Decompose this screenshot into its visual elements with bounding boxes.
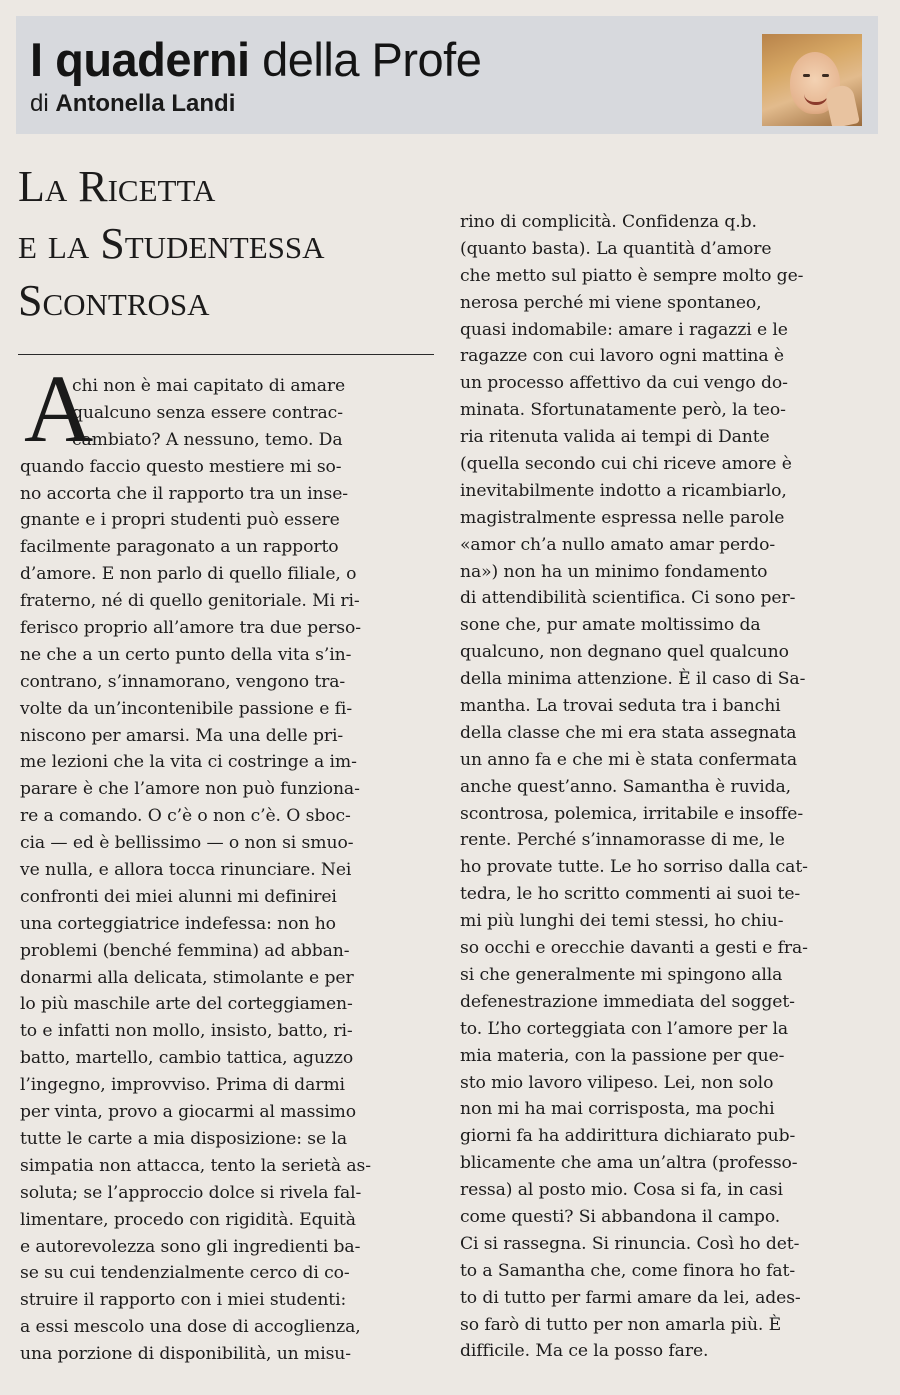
text-line: della classe che mi era stata assegnata bbox=[460, 722, 797, 743]
text-line: cambiato? A nessuno, temo. Da bbox=[72, 429, 343, 450]
column-name-light: della Profe bbox=[262, 33, 482, 86]
text-line: mantha. La trovai seduta tra i banchi bbox=[460, 696, 781, 717]
text-line: struire il rapporto con i miei studenti: bbox=[20, 1290, 347, 1311]
text-line: l’ingegno, improvviso. Prima di darmi bbox=[20, 1075, 345, 1096]
text-line: ria ritenuta valida ai tempi di Dante bbox=[460, 427, 770, 448]
text-line: minata. Sfortunatamente però, la teo- bbox=[460, 400, 786, 421]
column-name-bold: I quaderni bbox=[30, 33, 250, 86]
author-portrait bbox=[762, 34, 862, 126]
text-line: parare è che l’amore non può funziona- bbox=[20, 779, 360, 800]
text-line: so farò di tutto per non amarla più. È bbox=[460, 1314, 782, 1335]
text-line: a essi mescolo una dose di accoglienza, bbox=[20, 1317, 361, 1338]
text-line: se su cui tendenzialmente cerco di co- bbox=[20, 1263, 350, 1284]
text-line: non mi ha mai corrisposta, ma pochi bbox=[460, 1099, 775, 1120]
text-line: Ci si rassegna. Si rinuncia. Così ho det- bbox=[460, 1233, 800, 1254]
text-line: una corteggiatrice indefessa: non ho bbox=[20, 913, 336, 934]
text-line: to di tutto per farmi amare da lei, ades- bbox=[460, 1287, 801, 1308]
byline-prefix: di bbox=[30, 90, 49, 117]
text-line: cia — ed è bellissimo — o non si smuo- bbox=[20, 833, 354, 854]
title-line-3: Scontrosa bbox=[18, 276, 210, 325]
text-line: si che generalmente mi spingono alla bbox=[460, 964, 783, 985]
text-line: no accorta che il rapporto tra un inse- bbox=[20, 483, 349, 504]
text-line: mi più lunghi dei temi stessi, ho chiu- bbox=[460, 911, 784, 932]
text-line: d’amore. E non parlo di quello filiale, o bbox=[20, 564, 357, 585]
text-line: limentare, procedo con rigidità. Equità bbox=[20, 1209, 356, 1230]
text-line: magistralmente espressa nelle parole bbox=[460, 507, 785, 528]
text-line: sone che, pur amate moltissimo da bbox=[460, 615, 761, 636]
text-line: tedra, le ho scritto commenti ai suoi te- bbox=[460, 884, 801, 905]
text-line: giorni fa ha addirittura dichiarato pub- bbox=[460, 1126, 796, 1147]
text-line: me lezioni che la vita ci costringe a im- bbox=[20, 752, 357, 773]
text-line: contrano, s’innamorano, vengono tra- bbox=[20, 671, 346, 692]
title-line-2: e la Studentessa bbox=[18, 219, 325, 268]
title-line-1: La Ricetta bbox=[18, 162, 216, 211]
text-line: confronti dei miei alunni mi definirei bbox=[20, 886, 337, 907]
text-line: (quella secondo cui chi riceve amore è bbox=[460, 454, 792, 475]
text-line: gnante e i propri studenti può essere bbox=[20, 510, 340, 531]
text-line: ressa) al posto mio. Cosa si fa, in casi bbox=[460, 1180, 783, 1201]
text-line: per vinta, provo a giocarmi al massimo bbox=[20, 1102, 356, 1123]
text-line: to e infatti non mollo, insisto, batto, ri- bbox=[20, 1021, 353, 1042]
text-line: un anno fa e che mi è stata confermata bbox=[460, 749, 798, 770]
text-line: difficile. Ma ce la posso fare. bbox=[460, 1341, 709, 1362]
text-line: ne che a un certo punto della vita s’in- bbox=[20, 644, 352, 665]
text-line: tutte le carte a mia disposizione: se la bbox=[20, 1128, 347, 1149]
text-line: na») non ha un minimo fondamento bbox=[460, 561, 768, 582]
text-line: quando faccio questo mestiere mi so- bbox=[20, 456, 342, 477]
text-line: (quanto basta). La quantità d’amore bbox=[460, 238, 772, 259]
byline-author: Antonella Landi bbox=[55, 90, 236, 117]
text-line: della minima attenzione. È il caso di Sa- bbox=[460, 669, 806, 690]
text-line: rino di complicità. Confidenza q.b. bbox=[460, 212, 757, 232]
article-column-right bbox=[460, 209, 882, 1365]
text-line: batto, martello, cambio tattica, aguzzo bbox=[20, 1048, 354, 1069]
text-line: niscono per amarsi. Ma una delle pri- bbox=[20, 725, 344, 746]
text-line: come questi? Si abbandona il campo. bbox=[460, 1206, 781, 1227]
text-line: anche quest’anno. Samantha è ruvida, bbox=[460, 776, 792, 797]
text-line: blicamente che ama un’altra (professo- bbox=[460, 1153, 798, 1174]
text-line: ferisco proprio all’amore tra due perso- bbox=[20, 618, 361, 639]
text-line: ve nulla, e allora tocca rinunciare. Nei bbox=[20, 860, 352, 881]
text-line: mia materia, con la passione per que- bbox=[460, 1045, 785, 1066]
text-line: ragazze con cui lavoro ogni mattina è bbox=[460, 346, 784, 367]
text-line: scontrosa, polemica, irritabile e insoffe- bbox=[460, 803, 804, 824]
text-line: soluta; se l’approccio dolce si rivela fal- bbox=[20, 1182, 362, 1203]
text-line: volte da un’incontenibile passione e fi- bbox=[20, 698, 353, 719]
text-line: che metto sul piatto è sempre molto ge- bbox=[460, 265, 804, 286]
text-line: rente. Perché s’innamorasse di me, le bbox=[460, 830, 785, 851]
article-column-left bbox=[20, 373, 438, 1368]
text-line: simpatia non attacca, tento la serietà as- bbox=[20, 1155, 371, 1176]
text-line: to a Samantha che, come finora ho fat- bbox=[460, 1260, 796, 1281]
text-line: qualcuno, non degnano quel qualcuno bbox=[460, 642, 789, 663]
text-line: lo più maschile arte del corteggiamen- bbox=[20, 994, 353, 1015]
column-header bbox=[16, 16, 878, 134]
text-line: to. L’ho corteggiata con l’amore per la bbox=[460, 1018, 789, 1039]
text-line: quasi indomabile: amare i ragazzi e le bbox=[460, 319, 788, 340]
text-line: facilmente paragonato a un rapporto bbox=[20, 537, 339, 558]
text-line: so occhi e orecchie davanti a gesti e fra- bbox=[460, 938, 808, 959]
text-line: donarmi alla delicata, stimolante e per bbox=[20, 967, 354, 988]
text-line: fraterno, né di quello genitoriale. Mi ri- bbox=[20, 591, 360, 612]
text-line: problemi (benché femmina) ad abban- bbox=[20, 940, 350, 961]
text-line: defenestrazione immediata del sogget- bbox=[460, 991, 795, 1012]
text-line: nerosa perché mi viene spontaneo, bbox=[460, 292, 762, 313]
text-line: ho provate tutte. Le ho sorriso dalla cat- bbox=[460, 857, 808, 878]
text-line: re a comando. O c’è o non c’è. O sboc- bbox=[20, 806, 351, 827]
text-line: una porzione di disponibilità, un misu- bbox=[20, 1344, 351, 1365]
text-line: chi non è mai capitato di amare bbox=[72, 376, 346, 396]
column-name bbox=[30, 34, 481, 86]
text-line: «amor ch’a nullo amato amar perdo- bbox=[460, 534, 776, 555]
text-line: e autorevolezza sono gli ingredienti ba- bbox=[20, 1236, 361, 1257]
drop-cap: A bbox=[24, 355, 94, 462]
byline bbox=[30, 89, 235, 119]
text-line: sto mio lavoro vilipeso. Lei, non solo bbox=[460, 1072, 774, 1093]
text-line: un processo affettivo da cui vengo do- bbox=[460, 373, 788, 394]
text-line: qualcuno senza essere contrac- bbox=[72, 402, 343, 423]
text-line: inevitabilmente indotto a ricambiarlo, bbox=[460, 480, 787, 501]
text-line: di attendibilità scientifica. Ci sono per- bbox=[460, 588, 796, 609]
article-title bbox=[18, 158, 438, 329]
